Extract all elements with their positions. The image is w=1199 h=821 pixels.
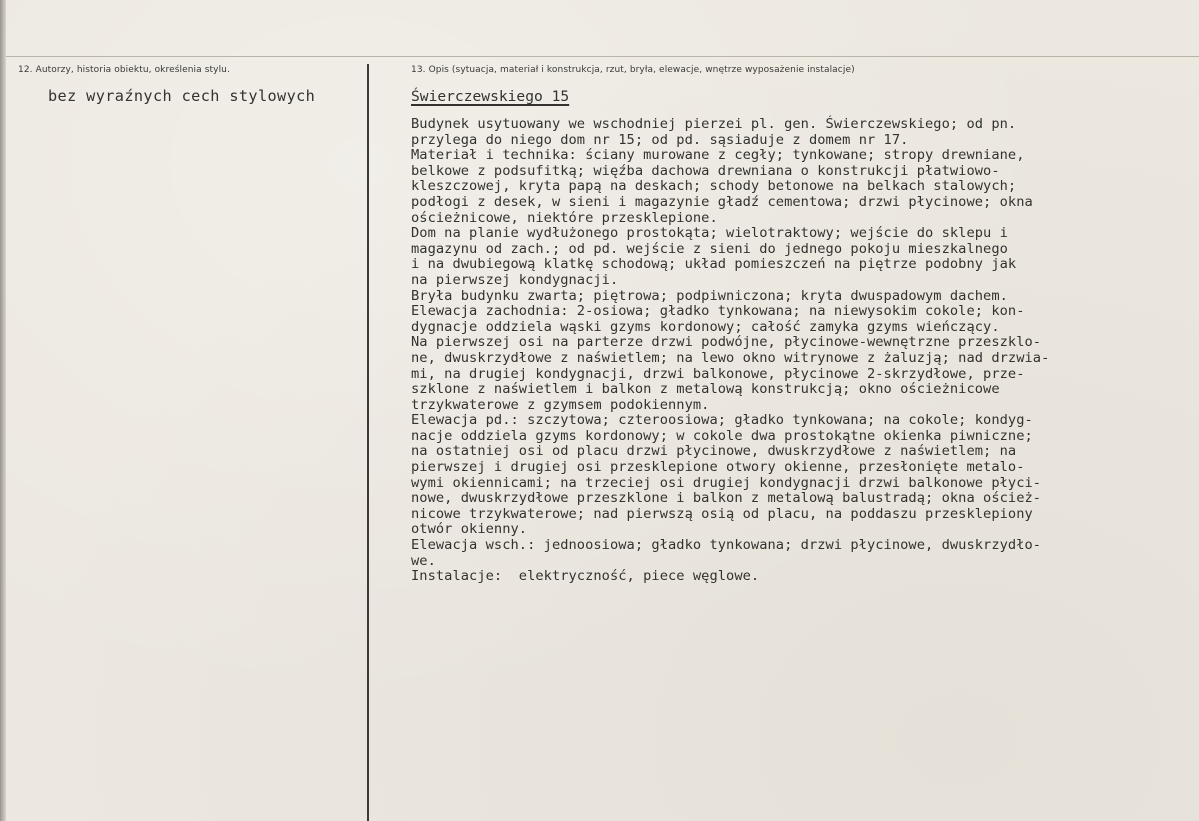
description-line: wymi okiennicami; na trzeciej osi drugiej kondygnacji drzwi balkonowe płyci- [411,474,1042,491]
description-line: Instalacje: elektryczność, piece węglowe. [411,568,760,585]
description-line: otwór okienny. [411,521,528,538]
description-line: ościeżnicowe, niektóre przesklepione. [411,209,718,226]
description-line: Budynek usytuowany we wschodniej pierzei pl. gen. Świerczewskiego; od pn. [411,116,1017,132]
field-12-label: 12. Autorzy, historia obiektu, określenia stylu. [18,65,230,75]
description-line: belkowe z podsufitką; więźba dachowa drewniana o konstrukcji płatwiowo- [411,162,1000,179]
description-line: kleszczowej, kryta papą na deskach; schody betonowe na belkach stalowych; [411,178,1017,195]
description-line: Dom na planie wydłużonego prostokąta; wielotraktowy; wejście do sklepu i [411,225,1008,242]
description-line: i na dwubiegową klatkę schodową; układ pomieszczeń na piętrze podobny jak [411,256,1017,273]
column-divider [367,64,369,821]
description-line: Elewacja zachodnia: 2-osiowa; gładko tynkowana; na niewysokim cokole; kon- [411,303,1025,320]
description-line: przylega do niego dom nr 15; od pd. sąsiaduje z domem nr 17. [411,131,909,148]
field-13-label: 13. Opis (sytuacja, materiał i konstrukcja, rzut, bryła, elewacje, wnętrze wyposażenie instalacje) [411,65,855,75]
description-line: nicowe trzykwaterowe; nad pierwszą osią od placu, na poddaszu przesklepiony [411,505,1033,522]
description-line: ne, dwuskrzydłowe z naświetlem; na lewo okno witrynowe z żaluzją; nad drzwia- [411,349,1050,366]
description-line: podłogi z desek, w sieni i magazynie gładź cementowa; drzwi płycinowe; okna [411,193,1033,210]
card-left-edge [0,0,6,821]
description-line: Elewacja wsch.: jednoosiowa; gładko tynkowana; drzwi płycinowe, dwuskrzydło- [411,537,1042,554]
address-heading: Świerczewskiego 15 [411,88,570,105]
field-12-value: bez wyraźnych cech stylowych [48,87,316,105]
description-text [411,117,1049,585]
description-line: nowe, dwuskrzydłowe przeszklone i balkon z metalową balustradą; okna oścież- [411,490,1042,507]
description-line: mi, na drugiej kondygnacji, drzwi balkonowe, płycinowe 2-skrzydłowe, prze- [411,365,1025,382]
description-line: Materiał i technika: ściany murowane z cegły; tynkowane; stropy drewniane, [411,147,1025,164]
description-line: nacje oddziela gzyms kordonowy; w cokole dwa prostokątne okienka piwniczne; [411,427,1033,444]
description-line: szklone z naświetlem i balkon z metalową konstrukcją; okno ościeżnicowe [411,381,1000,398]
description-line: na ostatniej osi od placu drzwi płycinowe, dwuskrzydłowe z naświetlem; na [411,443,1017,460]
description-line: dygnacje oddziela wąski gzyms kordonowy; całość zamyka gzyms wieńczący. [411,318,1000,335]
description-line: magazynu od zach.; od pd. wejście z sieni do jednego pokoju mieszkalnego [411,240,1008,257]
description-line: trzykwaterowe z gzymsem podokiennym. [411,396,710,413]
description-line: na pierwszej kondygnacji. [411,271,619,288]
description-line: Na pierwszej osi na parterze drzwi podwójne, płycinowe-wewnętrzne przeszklo- [411,334,1042,351]
description-line: Elewacja pd.: szczytowa; czteroosiowa; gładko tynkowana; na cokole; kondyg- [411,412,1033,429]
description-line: pierwszej i drugiej osi przesklepione otwory okienne, przesłonięte metalo- [411,459,1025,476]
description-line: Bryła budynku zwarta; piętrowa; podpiwniczona; kryta dwuspadowym dachem. [411,287,1008,304]
description-line: we. [411,552,436,569]
top-rule [6,56,1199,57]
